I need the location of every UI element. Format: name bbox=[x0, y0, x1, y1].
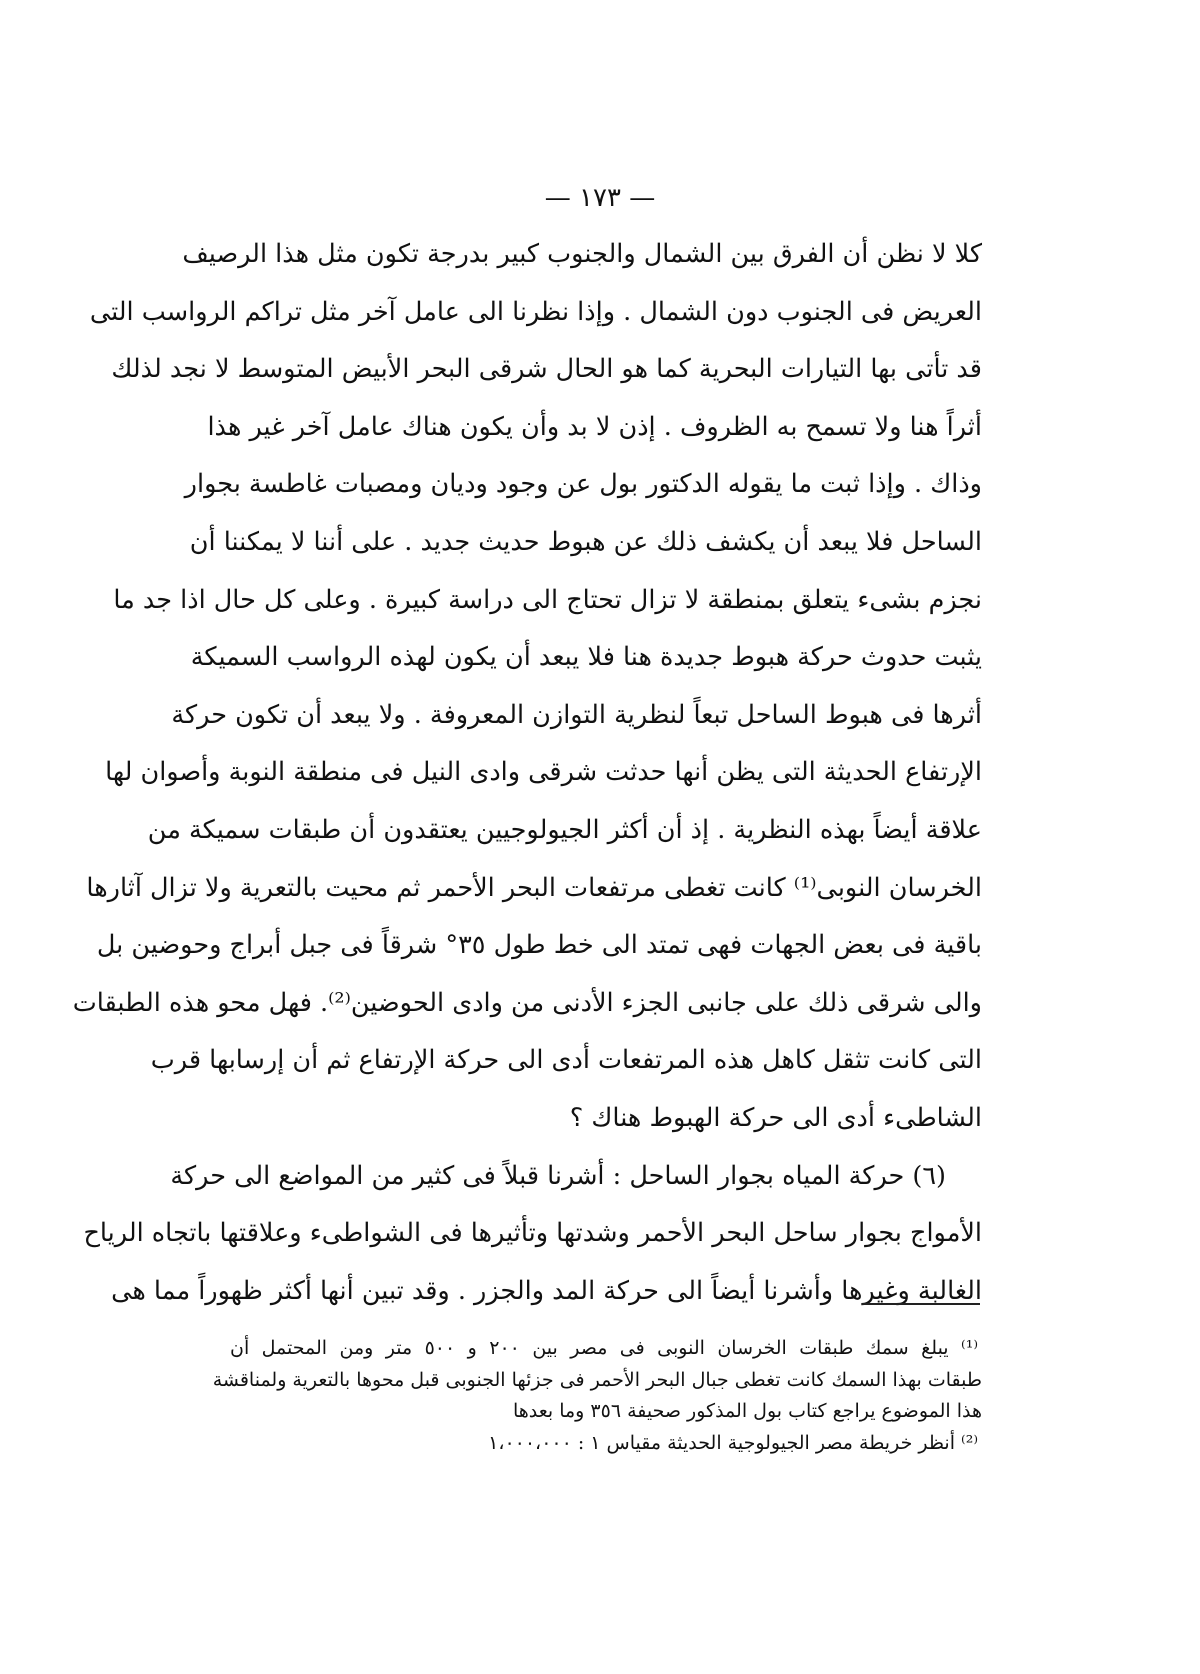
body-line: يثبت حدوث حركة هبوط جديدة هنا فلا يبعد أن يكون لهذه الرواسب السميكة bbox=[190, 642, 982, 673]
body-line: الخرسان النوبى⁽¹⁾ كانت تغطى مرتفعات البحر الأحمر ثم محيت بالتعرية ولا تزال آثارها bbox=[86, 872, 982, 903]
body-line: الساحل فلا يبعد أن يكشف ذلك عن هبوط حديث جديد . على أننا لا يمكننا أن bbox=[189, 526, 982, 557]
body-line: العريض فى الجنوب دون الشمال . وإذا نظرنا الى عامل آخر مثل تراكم الرواسب التى bbox=[89, 296, 982, 327]
footnote-line: ⁽²⁾ أنظر خريطة مصر الجيولوجية الحديثة مقياس ١ : ١،٠٠٠،٠٠٠ bbox=[488, 1431, 978, 1454]
body-text bbox=[72, 226, 982, 1320]
body-line: التى كانت تثقل كاهل هذه المرتفعات أدى الى حركة الإرتفاع ثم أن إرسابها قرب bbox=[150, 1045, 982, 1076]
body-line: أثرها فى هبوط الساحل تبعاً لنظرية التوازن المعروفة . ولا يبعد أن تكون حركة bbox=[171, 699, 982, 730]
body-line: والى شرقى ذلك على جانبى الجزء الأدنى من وادى الحوضين⁽²⁾. فهل محو هذه الطبقات bbox=[72, 987, 982, 1018]
page-number: — ١٧٣ — bbox=[544, 183, 656, 213]
body-line: أثراً هنا ولا تسمح به الظروف . إذن لا بد وأن يكون هناك عامل آخر غير هذا bbox=[207, 411, 982, 442]
body-line: قد تأتى بها التيارات البحرية كما هو الحال شرقى البحر الأبيض المتوسط لا نجد لذلك bbox=[111, 354, 982, 385]
body-line: علاقة أيضاً بهذه النظرية . إذ أن أكثر الجيولوجيين يعتقدون أن طبقات سميكة من bbox=[147, 814, 982, 845]
body-line: الغالبة وغيرها وأشرنا أيضاً الى حركة المد والجزر . وقد تبين أنها أكثر ظهوراً مما هى bbox=[111, 1275, 982, 1306]
footnotes bbox=[212, 1333, 982, 1459]
body-line: الإرتفاع الحديثة التى يظن أنها حدثت شرقى وادى النيل فى منطقة النوبة وأصوان لها bbox=[105, 757, 982, 788]
footnote-line: ⁽¹⁾ يبلغ سمك طبقات الخرسان النوبى فى مصر بين ٢٠٠ و ٥٠٠ متر ومن المحتمل أن bbox=[230, 1337, 978, 1359]
body-line: كلا لا نظن أن الفرق بين الشمال والجنوب كبير بدرجة تكون مثل هذا الرصيف bbox=[182, 239, 982, 269]
body-line: الشاطىء أدى الى حركة الهبوط هناك ؟ bbox=[569, 1102, 982, 1133]
body-line: باقية فى بعض الجهات فهى تمتد الى خط طول ٣٥° شرقاً فى جبل أبراج وحوضين بل bbox=[96, 930, 982, 961]
body-line: الأمواج بجوار ساحل البحر الأحمر وشدتها وتأثيرها فى الشواطىء وعلاقتها باتجاه الرياح bbox=[83, 1218, 982, 1249]
section-heading-line: (٦) حركة المياه بجوار الساحل : أشرنا قبلاً فى كثير من المواضع الى حركة bbox=[170, 1160, 946, 1191]
footnote-line: طبقات بهذا السمك كانت تغطى جبال البحر الأحمر فى جزئها الجنوبى قبل محوها بالتعرية ولمناقشة bbox=[212, 1368, 982, 1391]
footnote-line: هذا الموضوع يراجع كتاب بول المذكور صحيفة ٣٥٦ وما بعدها bbox=[512, 1400, 982, 1422]
body-line: وذاك . وإذا ثبت ما يقوله الدكتور بول عن وجود وديان ومصبات غاطسة بجوار bbox=[184, 469, 982, 500]
body-line: نجزم بشىء يتعلق بمنطقة لا تزال تحتاج الى دراسة كبيرة . وعلى كل حال اذا جد ما bbox=[113, 584, 982, 615]
footnote-divider bbox=[862, 1303, 980, 1305]
